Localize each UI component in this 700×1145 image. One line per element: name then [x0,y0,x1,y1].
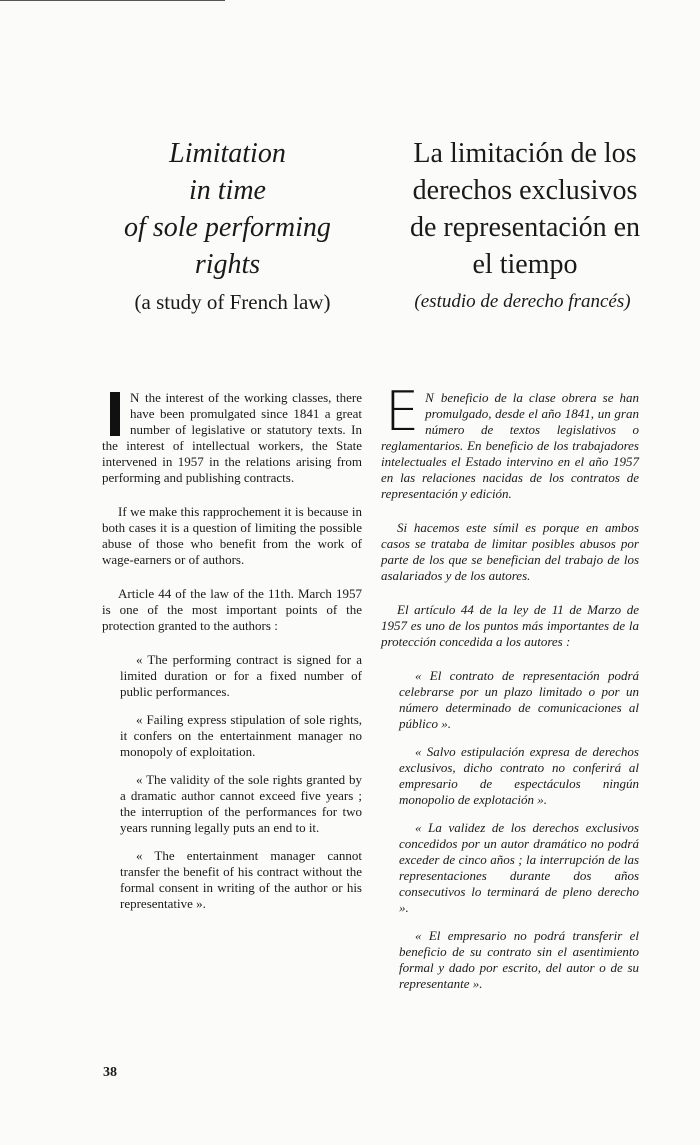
top-rule [0,0,225,1]
title-english-line: Limitation [169,138,286,169]
title-spanish-line: de representación en [409,212,641,243]
lead-letter: N [130,390,141,405]
subtitle-english: (a study of French law) [134,290,331,314]
paragraph [381,380,639,502]
subtitle-spanish: (estudio de derecho francés) [414,291,631,312]
quoted-clause: « The validity of the sole rights granted by a dramatic author cannot exceed five years ; the interruption of the performances for two years running legally puts an end to it. [120,772,362,835]
spanish-column [381,380,639,1004]
quoted-clause: « El empresario no podrá transferir el beneficio de su contrato sin el asentimiento formal y dado por escrito, del autor o de su representante ». [399,928,639,991]
title-spanish [375,135,675,283]
english-column [102,390,362,924]
quoted-clause: « La validez de los derechos exclusivos concedidos por un autor dramático no podrá exceder de cinco años ; la interrupción de las representaciones durante dos años consecutivos lo terminará de pleno derecho ». [399,820,639,915]
dropcap-e: E [385,380,420,443]
paragraph: Article 44 of the law of the 11th. March 1957 is one of the most important points of the protection granted to the authors : [102,586,362,633]
title-spanish-line: La limitación de los [413,138,637,169]
title-spanish-line: el tiempo [472,249,578,280]
quoted-clause: « Salvo estipulación expresa de derechos exclusivos, dicho contrato no conferirá al empresario de espectáculos ningún monopolio de explotación ». [399,744,639,807]
quoted-clause: « The entertainment manager cannot transfer the benefit of his contract without the formal consent in writing of the author or his representative ». [120,848,362,911]
paragraph: El artículo 44 de la ley de 11 de Marzo de 1957 es uno de los puntos más importantes de la protección concedida a los autores : [381,602,639,649]
title-english [90,135,365,283]
title-english-line: rights [194,249,261,280]
page-number: 38 [103,1065,117,1080]
title-spanish-line: derechos exclusivos [412,175,638,206]
paragraph [102,390,362,486]
title-english-line: of sole performing [124,212,331,243]
quoted-clause: « The performing contract is signed for a limited duration or for a fixed number of public performances. [120,652,362,699]
paragraph: If we make this rapprochement it is because in both cases it is a question of limiting the possible abuse of those who benefit from the work of wage-earners or of authors. [102,504,362,567]
quoted-clause: « Failing express stipulation of sole rights, it confers on the entertainment manager no monopoly of exploitation. [120,712,362,759]
paragraph-text: the interest of the working classes, there have been promulgated since 1841 a great number of legislative or statutory texts. In the interest of intellectual workers, the State intervened in 1957 in the relations arising from performing and publishing contracts. [102,390,362,485]
paragraph: Si hacemos este símil es porque en ambos casos se trataba de limitar posibles abusos por parte de los que se benefician del trabajo de los asalariados y de los autores. [381,520,639,583]
dropcap-i [110,392,120,436]
lead-letter: N [425,390,435,405]
title-english-line: in time [189,175,266,206]
quoted-clause: « El contrato de representación podrá celebrarse por un plazo limitado o por un número determinado de comunicaciones al público ». [399,668,639,731]
paragraph-text: beneficio de la clase obrera se han promulgado, desde el año 1841, un gran número de textos legislativos o reglamentarios. En beneficio de los trabajadores intelectuales el Estado intervino en el año 1957 en las relaciones nacidas de los contratos de representación y edición. [381,390,639,501]
